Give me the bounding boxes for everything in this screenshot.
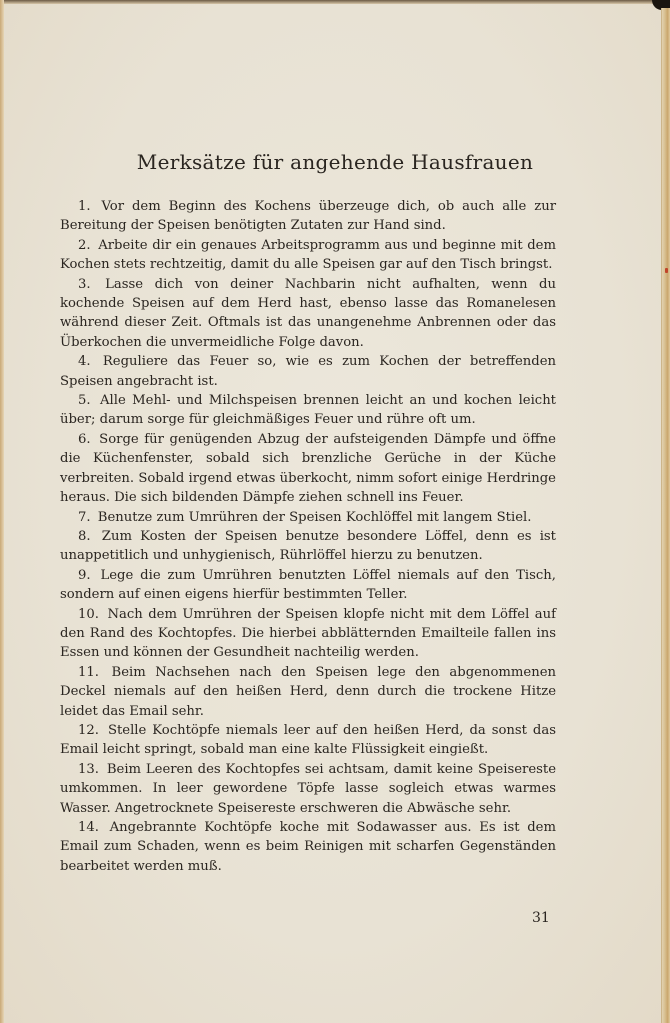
- rule-item: [60, 352, 556, 391]
- rule-item: [60, 508, 556, 527]
- rule-number: 1.: [78, 199, 91, 214]
- rule-text: Alle Mehl- und Milchspeisen brennen leicht an und kochen leicht über; darum sorge für gleichmäßiges Feuer und rühre oft um.: [60, 393, 556, 428]
- rule-text: Lege die zum Umrühren benutzten Löffel niemals auf den Tisch, sondern auf einen eigens hierfür bestimmten Teller.: [60, 567, 556, 603]
- rule-text: Beim Nachsehen nach den Speisen lege den abgenommenen Deckel niemals auf den heißen Herd, denn durch die trockene Hitze leidet das Email sehr.: [60, 664, 556, 719]
- rule-text: Angebrannte Kochtöpfe koche mit Sodawasser aus. Es ist dem Email zum Schaden, wenn es beim Reinigen mit scharfen Gegenständen bearbeitet werden muß.: [60, 820, 556, 874]
- red-page-mark: [665, 268, 668, 273]
- rule-number: 13.: [78, 761, 99, 777]
- rule-item: [60, 760, 556, 818]
- page-title: Merksätze für angehende Hausfrauen: [136, 150, 534, 174]
- rule-number: 12.: [78, 722, 99, 738]
- rule-text: Sorge für genügenden Abzug der aufsteigenden Dämpfe und öffne die Küchenfenster, sobald sich brenzliche Gerüche in der Küche verbreiten. Sobald irgend etwas überkocht, nimm sofort einige Herdringe heraus. Die sich bildenden Dämpfe ziehen schnell ins Feuer.: [60, 431, 556, 506]
- rule-text: Beim Leeren des Kochtopfes sei achtsam, damit keine Speisereste umkommen. In leer gewordene Töpfe lasse sogleich etwas warmes Wasser. Angetrocknete Speisereste erschweren die Abwäsche sehr.: [60, 761, 556, 816]
- rule-item: [60, 527, 556, 566]
- rule-text: Arbeite dir ein genaues Arbeitsprogramm aus und beginne mit dem Kochen stets rechtzeitig, damit du alle Speisen gar auf den Tisch bringst.: [60, 237, 556, 273]
- rule-number: 3.: [78, 276, 91, 292]
- rule-item: [60, 663, 556, 721]
- rule-number: 5.: [78, 393, 91, 409]
- rule-number: 4.: [78, 354, 91, 370]
- rule-item: [60, 566, 556, 605]
- rule-number: 9.: [78, 567, 91, 583]
- rule-text: Zum Kosten der Speisen benutze besondere Löffel, denn es ist unappetitlich und unhygienisch, Rührlöffel hierzu zu benutzen.: [60, 528, 556, 564]
- rule-text: Nach dem Umrühren der Speisen klopfe nicht mit dem Löffel auf den Rand des Kochtopfes. Die hierbei abblätternden Emailteile fallen ins Essen und können der Gesundheit nachteilig werden.: [60, 606, 556, 661]
- page-top-edge: [0, 0, 670, 4]
- rule-text: Stelle Kochtöpfe niemals leer auf den heißen Herd, da sonst das Email leicht springt, sobald man eine kalte Flüssigkeit eingießt.: [60, 722, 556, 758]
- rule-number: 7.: [78, 509, 91, 525]
- rule-item: [60, 430, 556, 508]
- rule-number: 10.: [78, 606, 99, 622]
- rule-number: 11.: [78, 664, 99, 680]
- rule-item: [60, 721, 556, 760]
- rule-item: [60, 236, 556, 275]
- rule-text: Lasse dich von deiner Nachbarin nicht aufhalten, wenn du kochende Speisen auf dem Herd hast, ebenso lasse das Romanelesen während dieser Zeit. Oftmals ist das unangenehme Anbrennen oder das Überkochen die unvermeidliche Folge davon.: [60, 276, 556, 350]
- rule-item: [60, 605, 556, 663]
- rule-number: 14.: [78, 820, 99, 835]
- rule-item: [60, 818, 556, 876]
- rule-text: Benutze zum Umrühren der Speisen Kochlöffel mit langem Stiel.: [97, 509, 532, 525]
- rule-number: 8.: [78, 528, 91, 544]
- page-number: 31: [532, 910, 550, 926]
- rule-text: Reguliere das Feuer so, wie es zum Kochen der betreffenden Speisen angebracht ist.: [60, 354, 556, 389]
- rule-item: [60, 391, 556, 430]
- rule-number: 6.: [78, 431, 91, 447]
- rules-list: [60, 197, 556, 876]
- rule-item: [60, 275, 556, 353]
- rule-item: [60, 197, 556, 236]
- rule-text: Vor dem Beginn des Kochens überzeuge dich, ob auch alle zur Bereitung der Speisen benötigten Zutaten zur Hand sind.: [60, 199, 556, 234]
- rule-number: 2.: [78, 237, 91, 253]
